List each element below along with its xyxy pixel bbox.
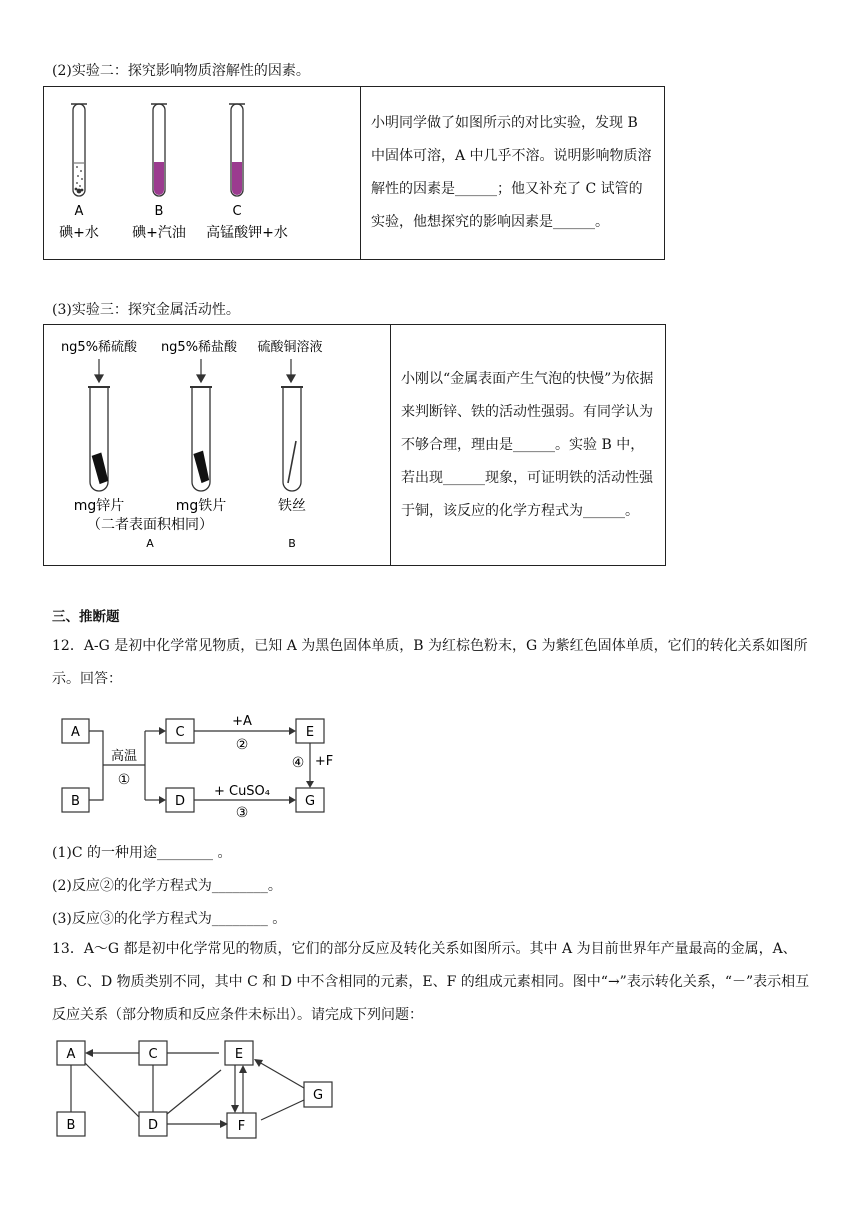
exp3-table <box>43 324 666 566</box>
q12-node-c: C <box>175 725 185 740</box>
q13-node-g: G <box>312 1088 324 1103</box>
exp2-text: 小明同学做了如图所示的对比实验，发现 B 中固体可溶，A 中几乎不溶。说明影响物质溶解性的因素是______；他又补充了 C 试管的实验，他想探究的影响因素是______。 <box>371 115 652 230</box>
exp3-text: 小刚以“金属表面产生气泡的快慢”为依据来判断锌、铁的活动性强弱。有同学认为不够合理，理由是______。实验 B 中，若出现______现象，可证明铁的活动性强于铜，该反应的化学方程式为______。 <box>401 370 654 519</box>
q12-cond-high-temp: 高温 <box>110 749 138 764</box>
q12-plus-cuso4: + CuSO₄ <box>213 784 271 799</box>
tube-zinc <box>88 387 110 491</box>
q12-diagram <box>52 708 352 820</box>
exp3-figure-cell <box>44 325 391 566</box>
metal-wire: 铁丝 <box>278 498 306 514</box>
reagent-2: ng5%稀盐酸 <box>160 340 238 355</box>
exp2-text-cell <box>361 87 665 260</box>
q12-sub-2: (2)反应②的化学方程式为________。 <box>52 878 282 894</box>
tube-b-label: 碘+汽油 <box>132 225 186 241</box>
exp2-figure-cell <box>44 87 361 260</box>
exp2-heading: (2)实验二：探究影响物质溶解性的因素。 <box>52 63 310 79</box>
reagent-3: 硫酸铜溶液 <box>257 340 323 355</box>
tube-a-letter: A <box>74 204 84 219</box>
q12-node-b: B <box>71 794 80 809</box>
exp3-figure <box>44 325 390 561</box>
tube-c-letter: C <box>232 204 242 219</box>
surface-note: （二者表面积相同） <box>87 517 213 533</box>
tube-a <box>71 104 87 196</box>
q12-node-g: G <box>304 794 316 809</box>
section-title: 三、推断题 <box>52 609 120 625</box>
q13-node-c: C <box>148 1047 158 1062</box>
exp2-tubes-figure <box>44 87 360 255</box>
tube-iron <box>190 387 212 491</box>
q12-reaction-4: ④ <box>291 755 305 771</box>
q12-node-d: D <box>174 794 186 809</box>
exp3-text-cell <box>391 325 666 566</box>
q12-sub-3: (3)反应③的化学方程式为________ 。 <box>52 911 287 927</box>
reagent-1: ng5%稀硫酸 <box>60 340 138 355</box>
group-b-label: B <box>288 537 296 550</box>
exp2-table <box>43 86 665 260</box>
q12-node-a: A <box>71 725 80 740</box>
tube-b-letter: B <box>154 204 164 219</box>
q13-node-e: E <box>234 1047 244 1062</box>
metal-zinc: mg锌片 <box>73 498 125 514</box>
q12-reaction-2: ② <box>235 737 249 753</box>
tube-b <box>151 104 167 196</box>
q13-node-b: B <box>66 1118 76 1133</box>
tube-c-label: 高锰酸钾+水 <box>206 225 288 241</box>
q13-node-a: A <box>66 1047 76 1062</box>
q13-node-d: D <box>147 1118 159 1133</box>
reagent-arrows <box>95 359 295 382</box>
q12-plus-a: +A <box>232 714 252 729</box>
metal-iron: mg铁片 <box>175 498 227 514</box>
q12-reaction-1: ① <box>117 772 131 788</box>
q12-stem: 12．A-G 是初中化学常见物质，已知 A 为黑色固体单质，B 为红棕色粉末，G 为紫红色固体单质，它们的转化关系如图所示。回答： <box>52 638 808 687</box>
q12-reaction-3: ③ <box>235 805 249 820</box>
group-a-label: A <box>146 537 154 550</box>
tube-wire <box>281 387 303 491</box>
q12-sub-1: (1)C 的一种用途________ 。 <box>52 845 232 861</box>
q12-node-e: E <box>305 725 315 740</box>
q13-diagram <box>52 1040 342 1146</box>
exp3-heading: (3)实验三：探究金属活动性。 <box>52 302 240 318</box>
q13-node-f: F <box>237 1119 246 1134</box>
tube-a-label: 碘+水 <box>59 225 99 241</box>
tube-c <box>229 104 245 196</box>
q13-stem: 13．A～G 都是初中化学常见的物质，它们的部分反应及转化关系如图所示。其中 A 为目前世界年产量最高的金属，A、B、C、D 物质类别不同，其中 C 和 D 中不含相同的元素，E、F 的组成元素相同。图中“→”表示转化关系，“－”表示相互反应关系（部分物质和反应条件未标出）。请完成下列问题： <box>52 941 810 1023</box>
q12-plus-f: +F <box>314 754 334 769</box>
